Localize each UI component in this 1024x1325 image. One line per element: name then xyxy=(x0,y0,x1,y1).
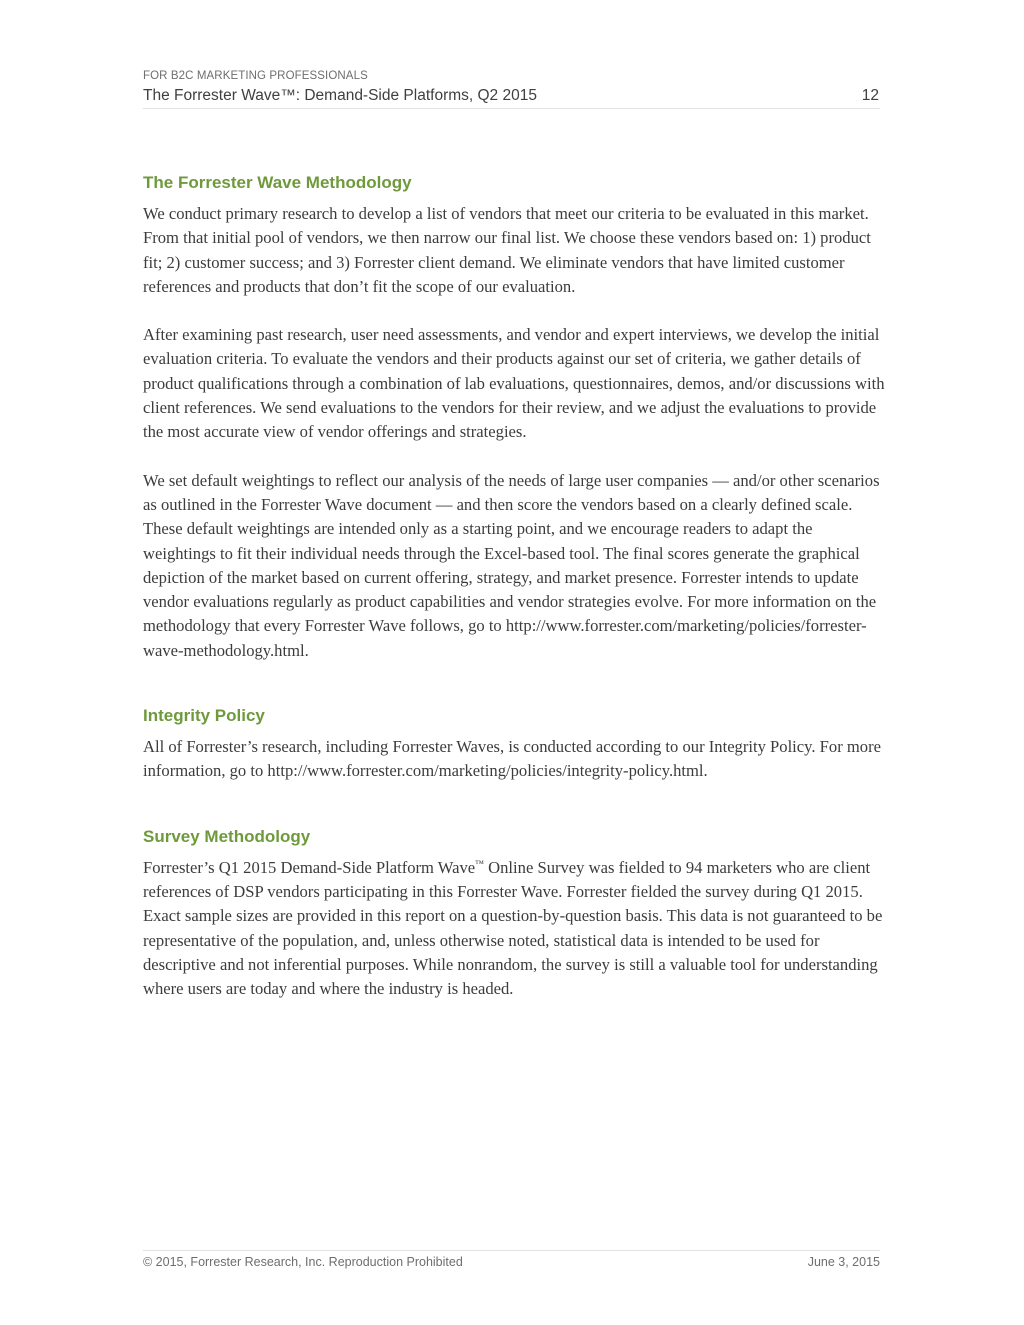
page-footer xyxy=(143,1250,880,1275)
footer-copyright: © 2015, Forrester Research, Inc. Reproduction Prohibited xyxy=(143,1255,463,1269)
footer-date: June 3, 2015 xyxy=(807,1255,880,1269)
body-paragraph xyxy=(143,856,888,1002)
section-heading: The Forrester Wave Methodology xyxy=(143,173,412,192)
body-paragraph: After examining past research, user need assessments, and vendor and expert interviews, we develop the initial evaluation criteria. To evaluate the vendors and their products against our set of criteria, we gather details of product qualifications through a combination of lab evaluations, questionnaires, demos, and/or discussions with client references. We send evaluations to the vendors for their review, and we adjust the evaluations to provide the most accurate view of vendor offerings and strategies. xyxy=(143,325,885,442)
page-header xyxy=(143,68,880,109)
section-forrester-wave-methodology xyxy=(143,172,888,663)
header-report-title: The Forrester Wave™: Demand-Side Platforms, Q2 2015 xyxy=(143,87,537,104)
main-content xyxy=(143,172,888,1001)
header-audience-label: FOR B2C MARKETING PROFESSIONALS xyxy=(143,70,368,82)
paragraph-text-end: Online Survey was fielded to 94 marketers who are client references of DSP vendors participating in this Forrester Wave. Forrester fielded the survey during Q1 2015. Exact sample sizes are provided in this report on a question-by-question basis. This data is not guaranteed to be representative of the population, and, unless otherwise noted, statistical data is intended to be used for descriptive and not inferential purposes. While nonrandom, the survey is still a valuable tool for understanding where users are today and where the industry is headed. xyxy=(143,857,883,999)
section-heading: Integrity Policy xyxy=(143,706,265,726)
body-paragraph: We conduct primary research to develop a list of vendors that meet our criteria to be evaluated in this market. From that initial pool of vendors, we then narrow our final list. We choose these vendors based on: 1) product fit; 2) customer success; and 3) Forrester client demand. We eliminate vendors that have limited customer references and products that don’t fit the scope of our evaluation. xyxy=(143,204,871,296)
paragraph-text-start: Forrester’s Q1 2015 Demand-Side Platform Wave xyxy=(143,857,476,877)
trademark-mark: ™ xyxy=(475,858,484,869)
section-survey-methodology xyxy=(143,826,888,1002)
body-paragraph: We set default weightings to reflect our analysis of the needs of large user companies — and/or other scenarios as outlined in the Forrester Wave document — and then score the vendors based on a clearly defined scale. These default weightings are intended only as a starting point, and we encourage readers to adapt the weightings to fit their individual needs through the Excel-based tool. The final scores generate the graphical depiction of the market based on current offering, strategy, and market presence. Forrester intends to update vendor evaluations regularly as product capabilities and vendor strategies evolve. For more information on the methodology that every Forrester Wave follows, go to http://www.forrester.com/marketing/policies/forrester-wave-methodology.html. xyxy=(143,470,880,660)
body-paragraph: All of Forrester’s research, including Forrester Waves, is conducted according to our Integrity Policy. For more information, go to http://www.forrester.com/marketing/policies/integrity-policy.html. xyxy=(143,737,881,781)
page-number: 12 xyxy=(861,87,879,104)
section-integrity-policy xyxy=(143,705,888,784)
section-heading: Survey Methodology xyxy=(143,826,311,846)
